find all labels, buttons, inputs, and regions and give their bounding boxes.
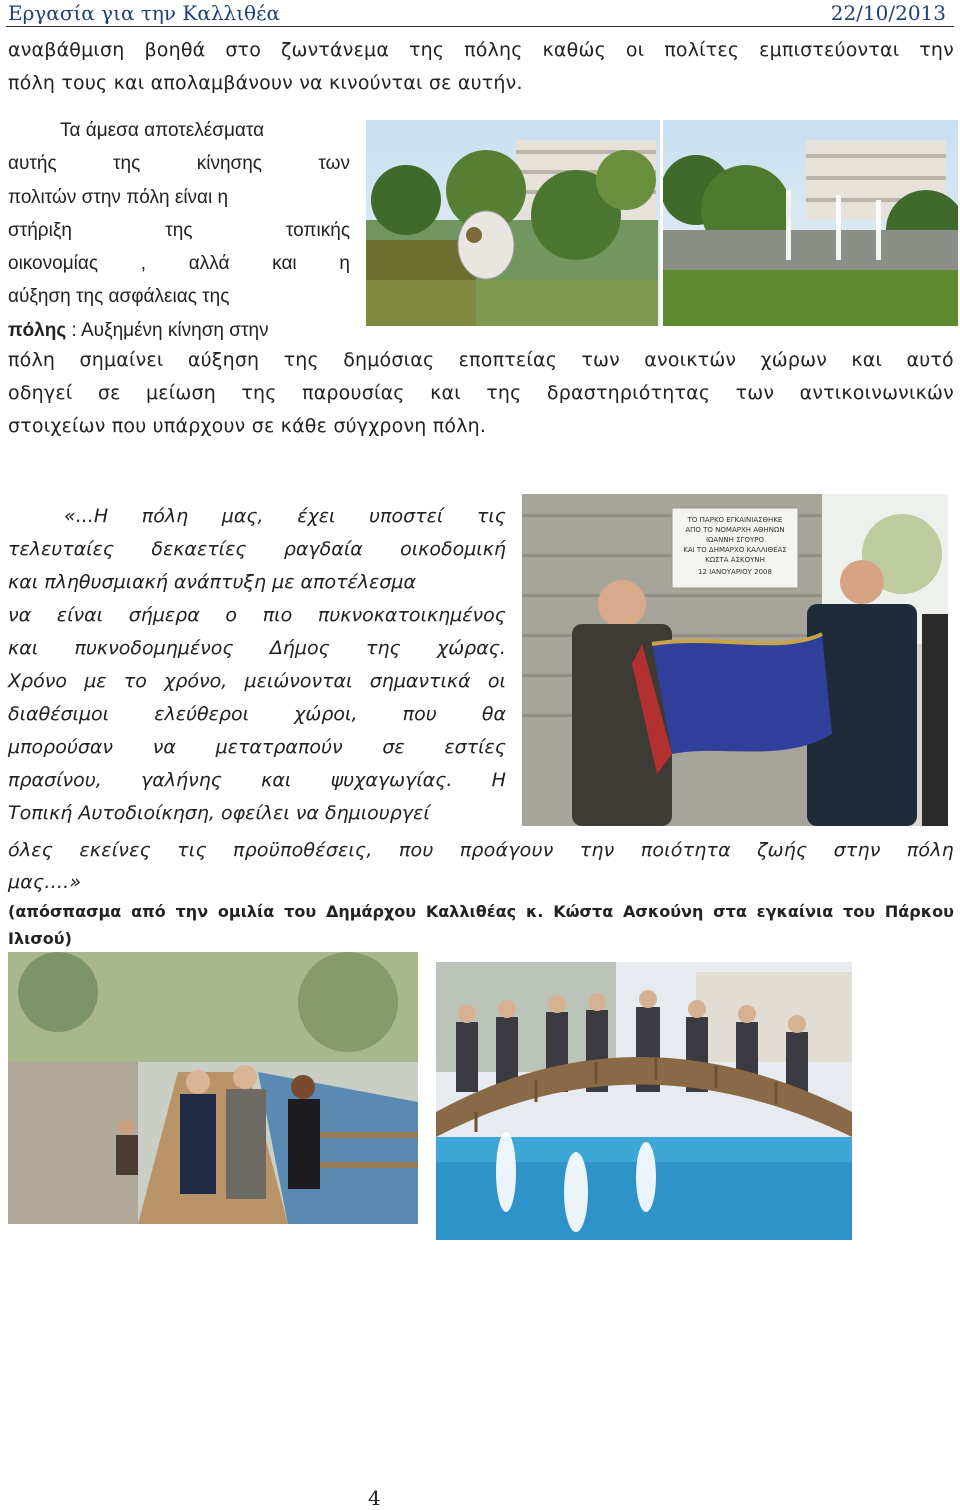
bold-word: πόλης [8,319,67,341]
para2-last-line: στοιχείων που υπάρχουν σε κάθε σύγχρονη πόλη. [8,415,487,437]
word: εκείνες [79,839,151,861]
word: Η [491,769,506,791]
para2-col-line: Τα άμεσα αποτελέσματα [60,120,265,141]
word: (απόσπασμα [8,902,122,921]
word: ζωντάνεμα [280,39,390,61]
word: ελεύθεροι [154,703,250,725]
intro-line-2: πόλη τους και απολαμβάνουν να κινούνται σε αυτήν. [8,72,523,94]
plaque-text: ΤΟ ΠΑΡΚΟ ΕΓΚΑΙΝΙΑΣΘΗΚΕ [687,516,783,524]
word: διαθέσιμοι [8,703,110,725]
plaque-text: ΑΠΟ ΤΟ ΝΟΜΑΡΧΗ ΑΘΗΝΩΝ [685,526,785,534]
word: της [366,637,401,659]
word: την [919,39,954,61]
word: των [581,349,620,371]
para2-col-line [8,147,350,180]
para2-col-line [8,247,350,280]
bridge-walk-photo [8,952,418,1224]
word: Χρόνο [8,670,67,692]
word: της [241,382,277,404]
word: καθώς [542,39,606,61]
word: πολίτες [664,39,740,61]
word: της [113,153,141,175]
word: αντικοινωνικών [799,382,954,404]
word: Πάρκου [884,902,954,921]
para2-col-line: πολιτών στην πόλη είναι η [8,186,229,208]
word: δεκαετίες [151,538,247,560]
header-title: Εργασία για την Καλλιθέα [8,1,280,25]
word: κίνησης [196,153,262,175]
bridge-walk-graphic [8,952,418,1224]
word: σημαίνει [79,349,164,371]
word: τις [476,505,506,527]
word: χώρων [760,349,828,371]
word: εστίες [444,736,506,758]
word: αναβάθμιση [8,39,125,61]
word: βοηθά [144,39,206,61]
word: αύξηση [187,349,260,371]
word: κ. [525,902,544,921]
word: στα [713,902,747,921]
word: από [131,902,166,921]
quote-line [8,731,506,764]
park-fountains-photo [366,120,958,326]
word: στην [833,839,881,861]
word: εμπιστεύονται [759,39,900,61]
word: προϋποθέσεις, [233,839,373,861]
after-bold: : Αυξημένη κίνηση στην [66,319,269,341]
quote-line [8,665,506,698]
plaque-text: ΚΑΙ ΤΟ ΔΗΜΑΡΧΟ ΚΑΛΛΙΘΕΑΣ [683,546,787,554]
quote-line [8,764,506,797]
word: αυτής [8,153,57,175]
word: με [84,670,107,692]
word: πυκνοκατοικημένος [317,604,506,626]
word: δημόσιας [343,349,435,371]
word: στο [225,39,262,61]
fountain-bridge-photo [436,962,852,1240]
quote-line: και πληθυσμιακή ανάπτυξη με αποτέλεσμα [8,571,416,593]
quote-line [8,698,506,731]
word: το [123,670,147,692]
word: πόλης [464,39,523,61]
word: Δήμος [269,637,330,659]
para2-col-line-bold [8,314,350,347]
word: δραστηριότητας [546,382,711,404]
word: σε [97,382,121,404]
word: την [579,839,615,861]
word: και [261,769,292,791]
word: Καλλιθέας [425,902,517,921]
word: που [398,839,434,861]
word: εγκαίνια [756,902,834,921]
word: οι [625,39,645,61]
word: ραγδαία [283,538,363,560]
word: ομιλία [217,902,275,921]
word: μείωση [146,382,216,404]
word: της [283,349,319,371]
word: ο [225,604,238,626]
word: , [140,253,147,275]
word: η [339,253,350,275]
word: αυτό [906,349,954,371]
word: της [408,39,445,61]
word: χώροι, [294,703,358,725]
word: του [284,902,317,921]
plaque-text: 12 ΙΑΝΟΥΑΡΙΟΥ 2008 [698,568,772,576]
word: πρασίνου, [8,769,102,791]
page-header [6,0,954,27]
word: σε [382,736,405,758]
word: θα [481,703,506,725]
word: τελευταίες [8,538,115,560]
quote-line [8,599,506,632]
word: πιο [262,604,293,626]
caption-line-2: Ιλισού) [8,929,72,948]
quote-line: Τοπική Αυτοδιοίκηση, οφείλει να δημιουργεί [8,802,430,824]
word: του [843,902,876,921]
word: μπορούσαν [8,736,114,758]
word: πυκνοδομημένος [74,637,234,659]
word: στήριξη [8,219,72,241]
word: και [8,637,39,659]
word: αλλά [188,253,230,275]
word: πόλη [906,839,954,861]
word: μειώνονται [244,670,353,692]
para2-col-line [8,214,350,247]
word: οικονομίας [8,253,98,275]
para2-line [8,344,954,377]
plaque-text: ΙΩΑΝΝΗ ΣΓΟΥΡΟ [705,536,765,544]
word: προάγουν [459,839,554,861]
word: να [8,604,32,626]
word: να [152,736,176,758]
word: σήμερα [128,604,200,626]
word: πόλη [141,505,189,527]
word: χώρας. [437,637,506,659]
word: Δημάρχου [325,902,417,921]
quote-column [8,500,506,830]
page-number: 4 [368,1486,381,1510]
word: οδηγεί [8,382,73,404]
plaque-photo-graphic [522,494,948,826]
word: σημαντικά [369,670,471,692]
quote-full-line [8,834,954,867]
word: εποπτείας [458,349,558,371]
quote-end: μας....» [8,871,82,893]
fountain-bridge-graphic [436,962,852,1240]
word: των [318,153,350,175]
word: παρουσίας [302,382,405,404]
word: χρόνο, [164,670,228,692]
word: είναι [56,604,104,626]
word: μας, [221,505,264,527]
word: Κώστα [553,902,614,921]
word: οι [487,670,506,692]
word: πόλη [8,349,56,371]
word: την [175,902,209,921]
word: όλες [8,839,54,861]
word: ποιότητα [640,839,731,861]
word: ψυχαγωγίας. [330,769,453,791]
word: των [735,382,775,404]
para2-col-line: αύξηση της ασφάλειας της [8,286,230,308]
word: της [486,382,522,404]
word: ανοικτών [644,349,737,371]
word: Ασκούνη [623,902,704,921]
plaque-unveiling-photo [522,494,948,826]
intro-line-1 [8,34,954,67]
word: τοπικής [285,219,350,241]
word: γαλήνης [141,769,222,791]
quote-line [8,500,506,533]
plaque-text: ΚΩΣΤΑ ΑΣΚΟΥΝΗ [705,556,765,564]
header-date: 22/10/2013 [830,1,946,25]
para2-column [8,114,350,347]
para2-line [8,377,954,410]
word: και [851,349,883,371]
word: τις [177,839,207,861]
word: και [430,382,461,404]
word: μετατραπούν [215,736,343,758]
word: και [272,253,297,275]
quote-line [8,632,506,665]
word: που [402,703,437,725]
word: «...Η [64,505,109,527]
word: υποστεί [369,505,444,527]
word: έχει [297,505,336,527]
word: οικοδομική [400,538,506,560]
quote-line [8,533,506,566]
caption-line-1 [8,898,954,925]
park-photo-graphic [366,120,958,326]
word: της [165,219,193,241]
word: ζωής [757,839,808,861]
